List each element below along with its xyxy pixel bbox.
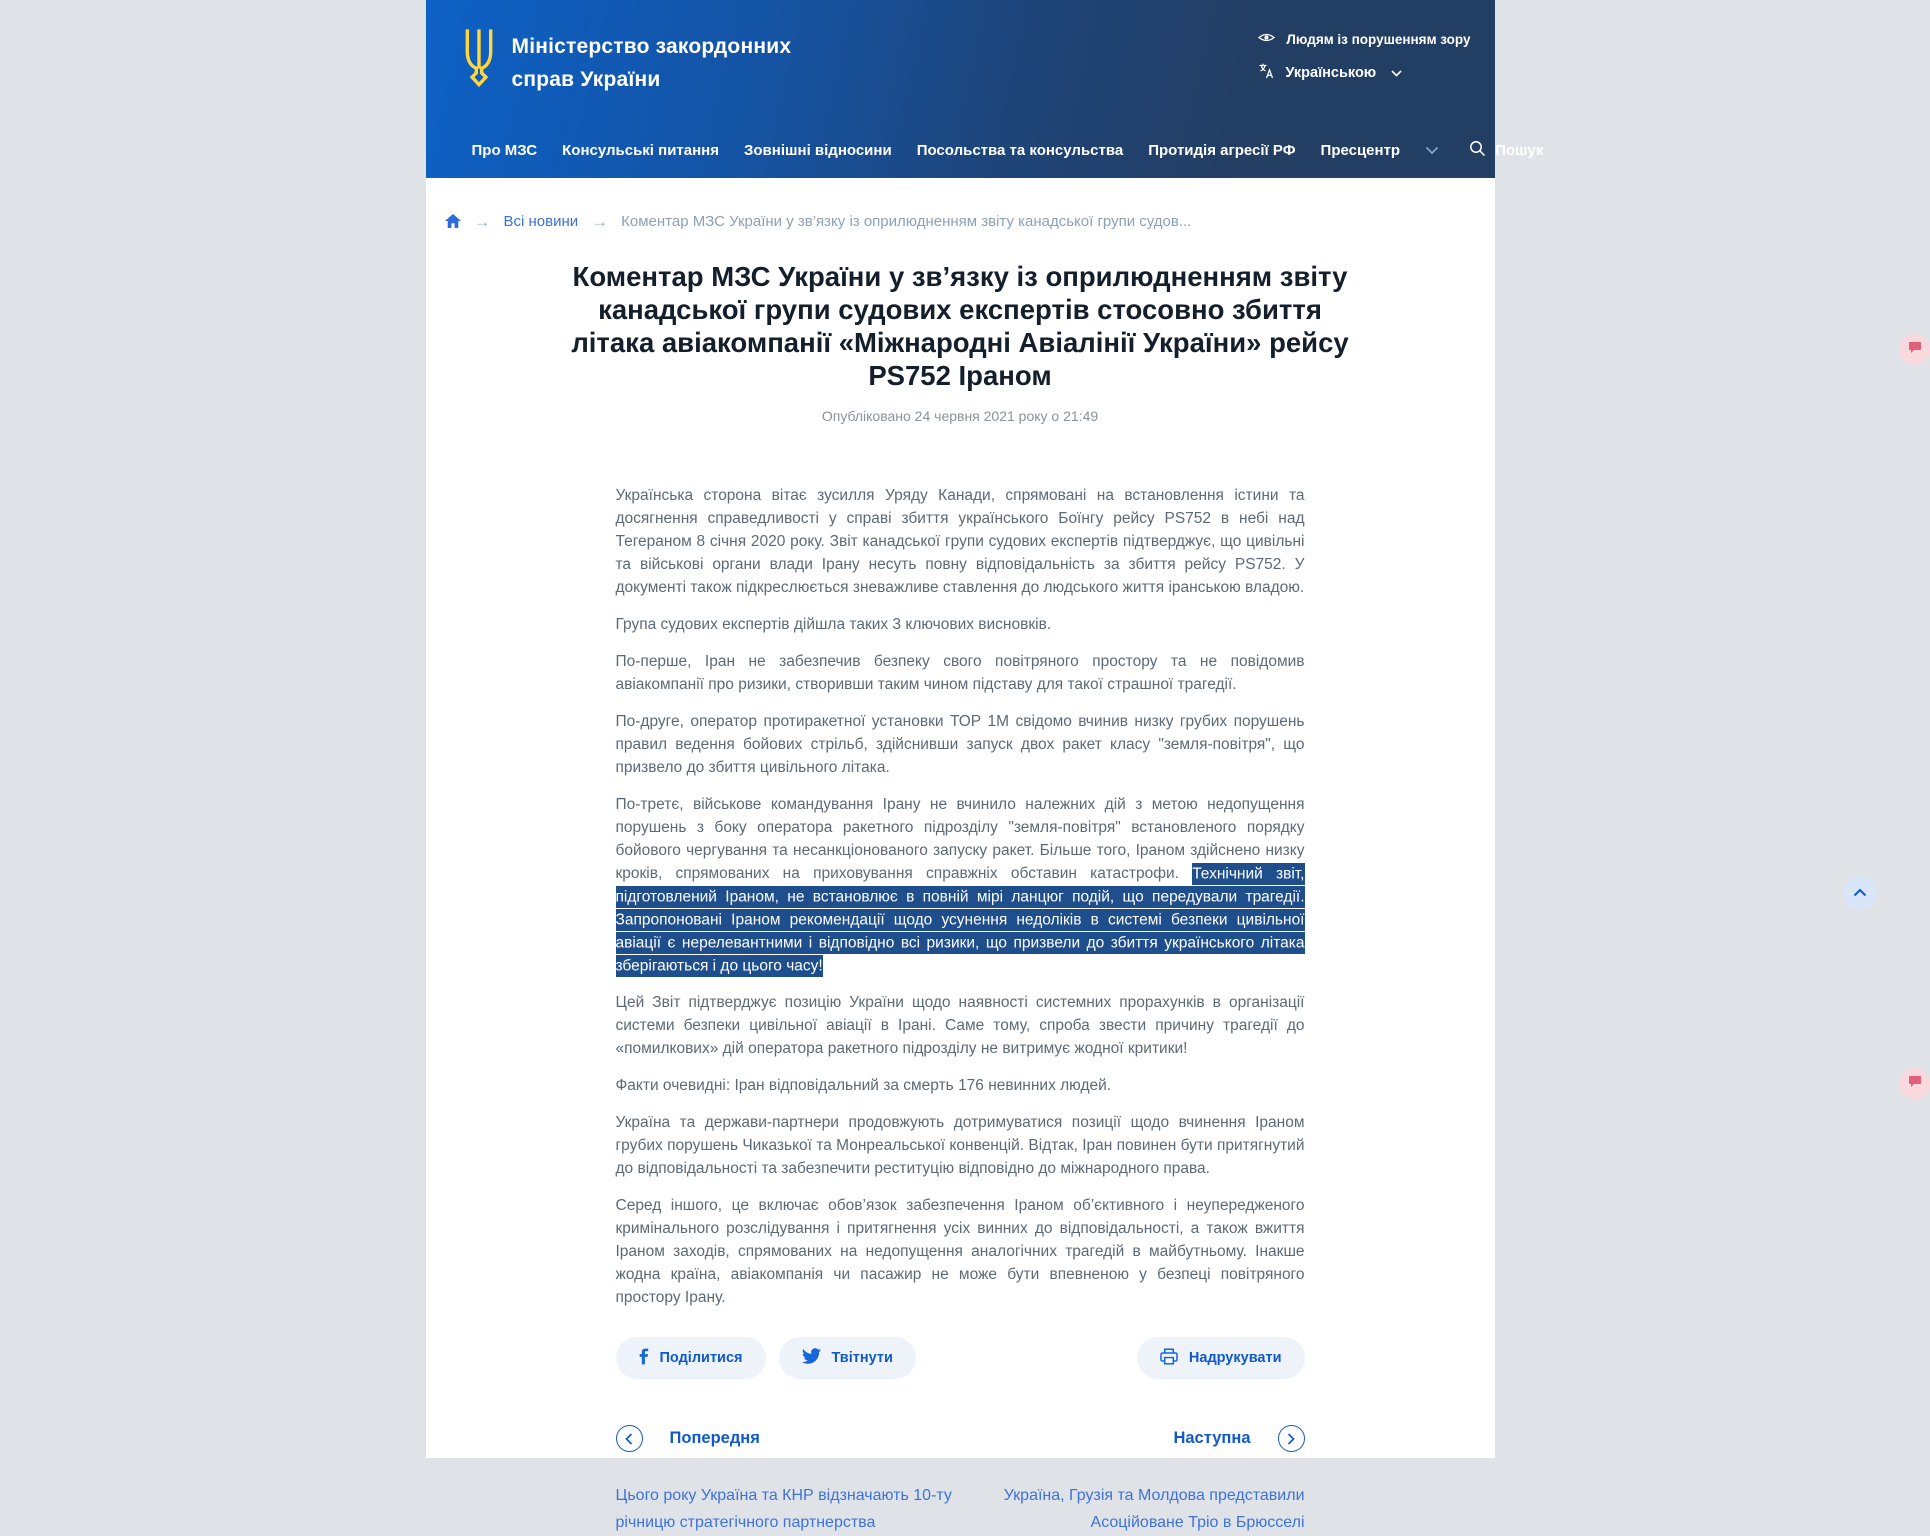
- nav-item-press-center[interactable]: Пресцентр: [1320, 141, 1401, 159]
- translate-icon: [1258, 63, 1274, 83]
- previous-arrow-button[interactable]: [616, 1425, 643, 1452]
- page-title: Коментар МЗС України у зв’язку із оприлюдненням звіту канадської групи судових експертів стосовно збиття літака авіакомпанії «Міжнародні Авіалінії України» рейсу PS752 Іраном: [571, 261, 1349, 391]
- previous-label[interactable]: Попередня: [669, 1429, 760, 1447]
- highlighted-text: Технічний звіт, підготовлений Іраном, не встановлює в повній мірі ланцюг подій, що передували трагедії. Запропоновані Іраном рекомендації щодо усунення недоліків в системі безпеки цивільної авіації є нерелевантними і відповідно всі ризики, що призвели до збиття українського літака зберігаються і до цього часу!: [616, 863, 1305, 977]
- site-header: [426, 0, 1544, 178]
- search-icon: [1469, 140, 1486, 161]
- paragraph: Факти очевидні: Іран відповідальний за смерть 176 невинних людей.: [615, 1077, 1112, 1094]
- feedback-bubble-icon: [1908, 1075, 1922, 1093]
- share-twitter-label: Твітнути: [831, 1350, 893, 1366]
- nav-item-about[interactable]: Про МЗС: [471, 141, 538, 159]
- nav-item-embassies[interactable]: Посольства та консульства: [916, 141, 1124, 159]
- accessibility-link[interactable]: [1258, 31, 1470, 47]
- article-body: [616, 484, 1305, 1536]
- next-article-link[interactable]: Україна, Грузія та Молдова представили Асоційоване Тріо в Брюсселі: [1003, 1487, 1305, 1531]
- pager-next: [1004, 1425, 1305, 1536]
- language-label: Українською: [1285, 65, 1377, 81]
- paragraph: Серед іншого, це включає обов’язок забезпечення Іраном об’єктивного і неупередженого кримінального розслідування і притягнення усіх винних до відповідальності, а також вжиття Іраном заходів, спрямованих на недопущення аналогічних трагедій в майбутньому. Інакше жодна країна, авіакомпанія чи пасажир не може бути впевненою у безпеці повітряного простору Ірану.: [615, 1197, 1305, 1306]
- share-facebook-label: Поділитися: [659, 1350, 743, 1366]
- nav-right-group: [1425, 140, 1543, 161]
- article-pager: [616, 1425, 1305, 1536]
- page-column: [426, 0, 1544, 1531]
- pager-previous: [616, 1425, 952, 1536]
- main-nav: [426, 130, 1544, 178]
- scroll-to-top-button[interactable]: [1843, 876, 1877, 910]
- previous-article-link[interactable]: Цього року Україна та КНР відзначають 10-ту річницю стратегічного партнерства: [615, 1487, 952, 1531]
- header-utility-links: [1258, 31, 1470, 83]
- eye-icon: [1258, 31, 1275, 47]
- print-label: Надрукувати: [1188, 1350, 1282, 1366]
- next-arrow-button[interactable]: [1278, 1425, 1305, 1452]
- breadcrumb: [426, 212, 1495, 230]
- trident-icon: [462, 26, 496, 93]
- feedback-widget-button[interactable]: [1899, 1068, 1930, 1099]
- language-selector[interactable]: [1258, 63, 1470, 83]
- paragraph: По-друге, оператор протиракетної установки ТОР 1М свідомо вчинив низку грубих порушень правил ведення бойових стрільб, здійснивши запуск двох ракет класу "земля-повітря", що призвело до збиття цивільного літака.: [615, 713, 1305, 776]
- paragraph: Україна та держави-партнери продовжують дотримуватися позиції щодо вчинення Іраном грубих порушень Чиказької та Монреальської конвенцій. Відтак, Іран повинен бути притягнутий до відповідальності та забезпечити реституцію відповідно до міжнародного права.: [615, 1114, 1305, 1177]
- feedback-widget-button[interactable]: [1899, 334, 1930, 365]
- paragraph: Українська сторона вітає зусилля Уряду Канади, спрямовані на встановлення істини та досягнення справедливості у справі збиття українського Боїнгу рейсу PS752 в небі над Тегераном 8 січня 2020 року. Звіт канадської групи судових експертів підтверджує, що цивільні та військові органи влади Ірану несуть повну відповідальність за збиття рейсу PS752. У документі також підкреслюється зневажливе ставлення до людського життя іранською владою.: [615, 487, 1305, 596]
- paragraph: Цей Звіт підтверджує позицію України щодо наявності системних прорахунків в організації системи безпеки цивільної авіації в Ірані. Саме тому, спроба звести причину трагедії до «помилкових» дій оператора ракетного підрозділу не витримує жодної критики!: [615, 994, 1305, 1057]
- nav-item-foreign-relations[interactable]: Зовнішні відносини: [744, 141, 892, 159]
- home-icon[interactable]: [445, 214, 461, 228]
- paragraph: По-перше, Іран не забезпечив безпеку свого повітряного простору та не повідомив авіакомпанії про ризики, створивши таким чином підставу для такої страшної трагедії.: [615, 653, 1305, 693]
- breadcrumb-current: Коментар МЗС України у зв’язку із оприлюдненням звіту канадської групи судов...: [621, 212, 1192, 230]
- chevron-up-icon: [1853, 884, 1867, 902]
- content-area: [426, 178, 1495, 1531]
- breadcrumb-all-news-link[interactable]: Всі новини: [503, 212, 579, 230]
- paragraph: Група судових експертів дійшла таких 3 ключових висновків.: [615, 616, 1052, 633]
- share-row: [616, 1337, 1305, 1379]
- accessibility-label: Людям із порушенням зору: [1286, 31, 1471, 47]
- org-name: Міністерство закордонних справ України: [511, 35, 792, 91]
- nav-item-consular[interactable]: Консульські питання: [562, 141, 719, 159]
- print-button[interactable]: [1137, 1337, 1305, 1379]
- nav-item-countering-rf[interactable]: Протидія агресії РФ: [1148, 141, 1296, 159]
- share-twitter-button[interactable]: [779, 1337, 916, 1379]
- next-label[interactable]: Наступна: [1173, 1429, 1251, 1447]
- paragraph-with-highlight: По-третє, військове командування Ірану не вчинило належних дій з метою недопущення порушень з боку оператора ракетного підрозділу "земля-повітря" встановленого порядку бойового чергування та несанкціонованого запуску ракет. Більше того, Іраном здійснено низку кроків, спрямованих на приховування справжніх обставин катастрофи. Технічний звіт, підготовлений Іраном, не встановлює в повній мірі ланцюг подій, що передували трагедії. Запропоновані Іраном рекомендації щодо усунення недоліків в системі безпеки цивільної авіації є нерелевантними і відповідно всі ризики, що призвели до збиття українського літака зберігаються і до цього часу!: [616, 793, 1305, 977]
- feedback-bubble-icon: [1908, 341, 1922, 359]
- facebook-icon: [639, 1348, 649, 1369]
- breadcrumb-arrow-icon: →: [473, 211, 491, 231]
- search-label: Пошук: [1495, 141, 1544, 159]
- printer-icon: [1160, 1348, 1178, 1369]
- published-date: Опубліковано 24 червня 2021 року о 21:49: [821, 408, 1099, 424]
- nav-more-chevron-icon[interactable]: [1425, 142, 1439, 159]
- twitter-icon: [802, 1348, 821, 1368]
- site-logo[interactable]: [462, 26, 792, 96]
- chevron-down-icon: [1391, 65, 1402, 81]
- share-facebook-button[interactable]: [616, 1337, 766, 1379]
- search-button[interactable]: [1469, 140, 1543, 161]
- breadcrumb-arrow-icon: →: [591, 211, 609, 231]
